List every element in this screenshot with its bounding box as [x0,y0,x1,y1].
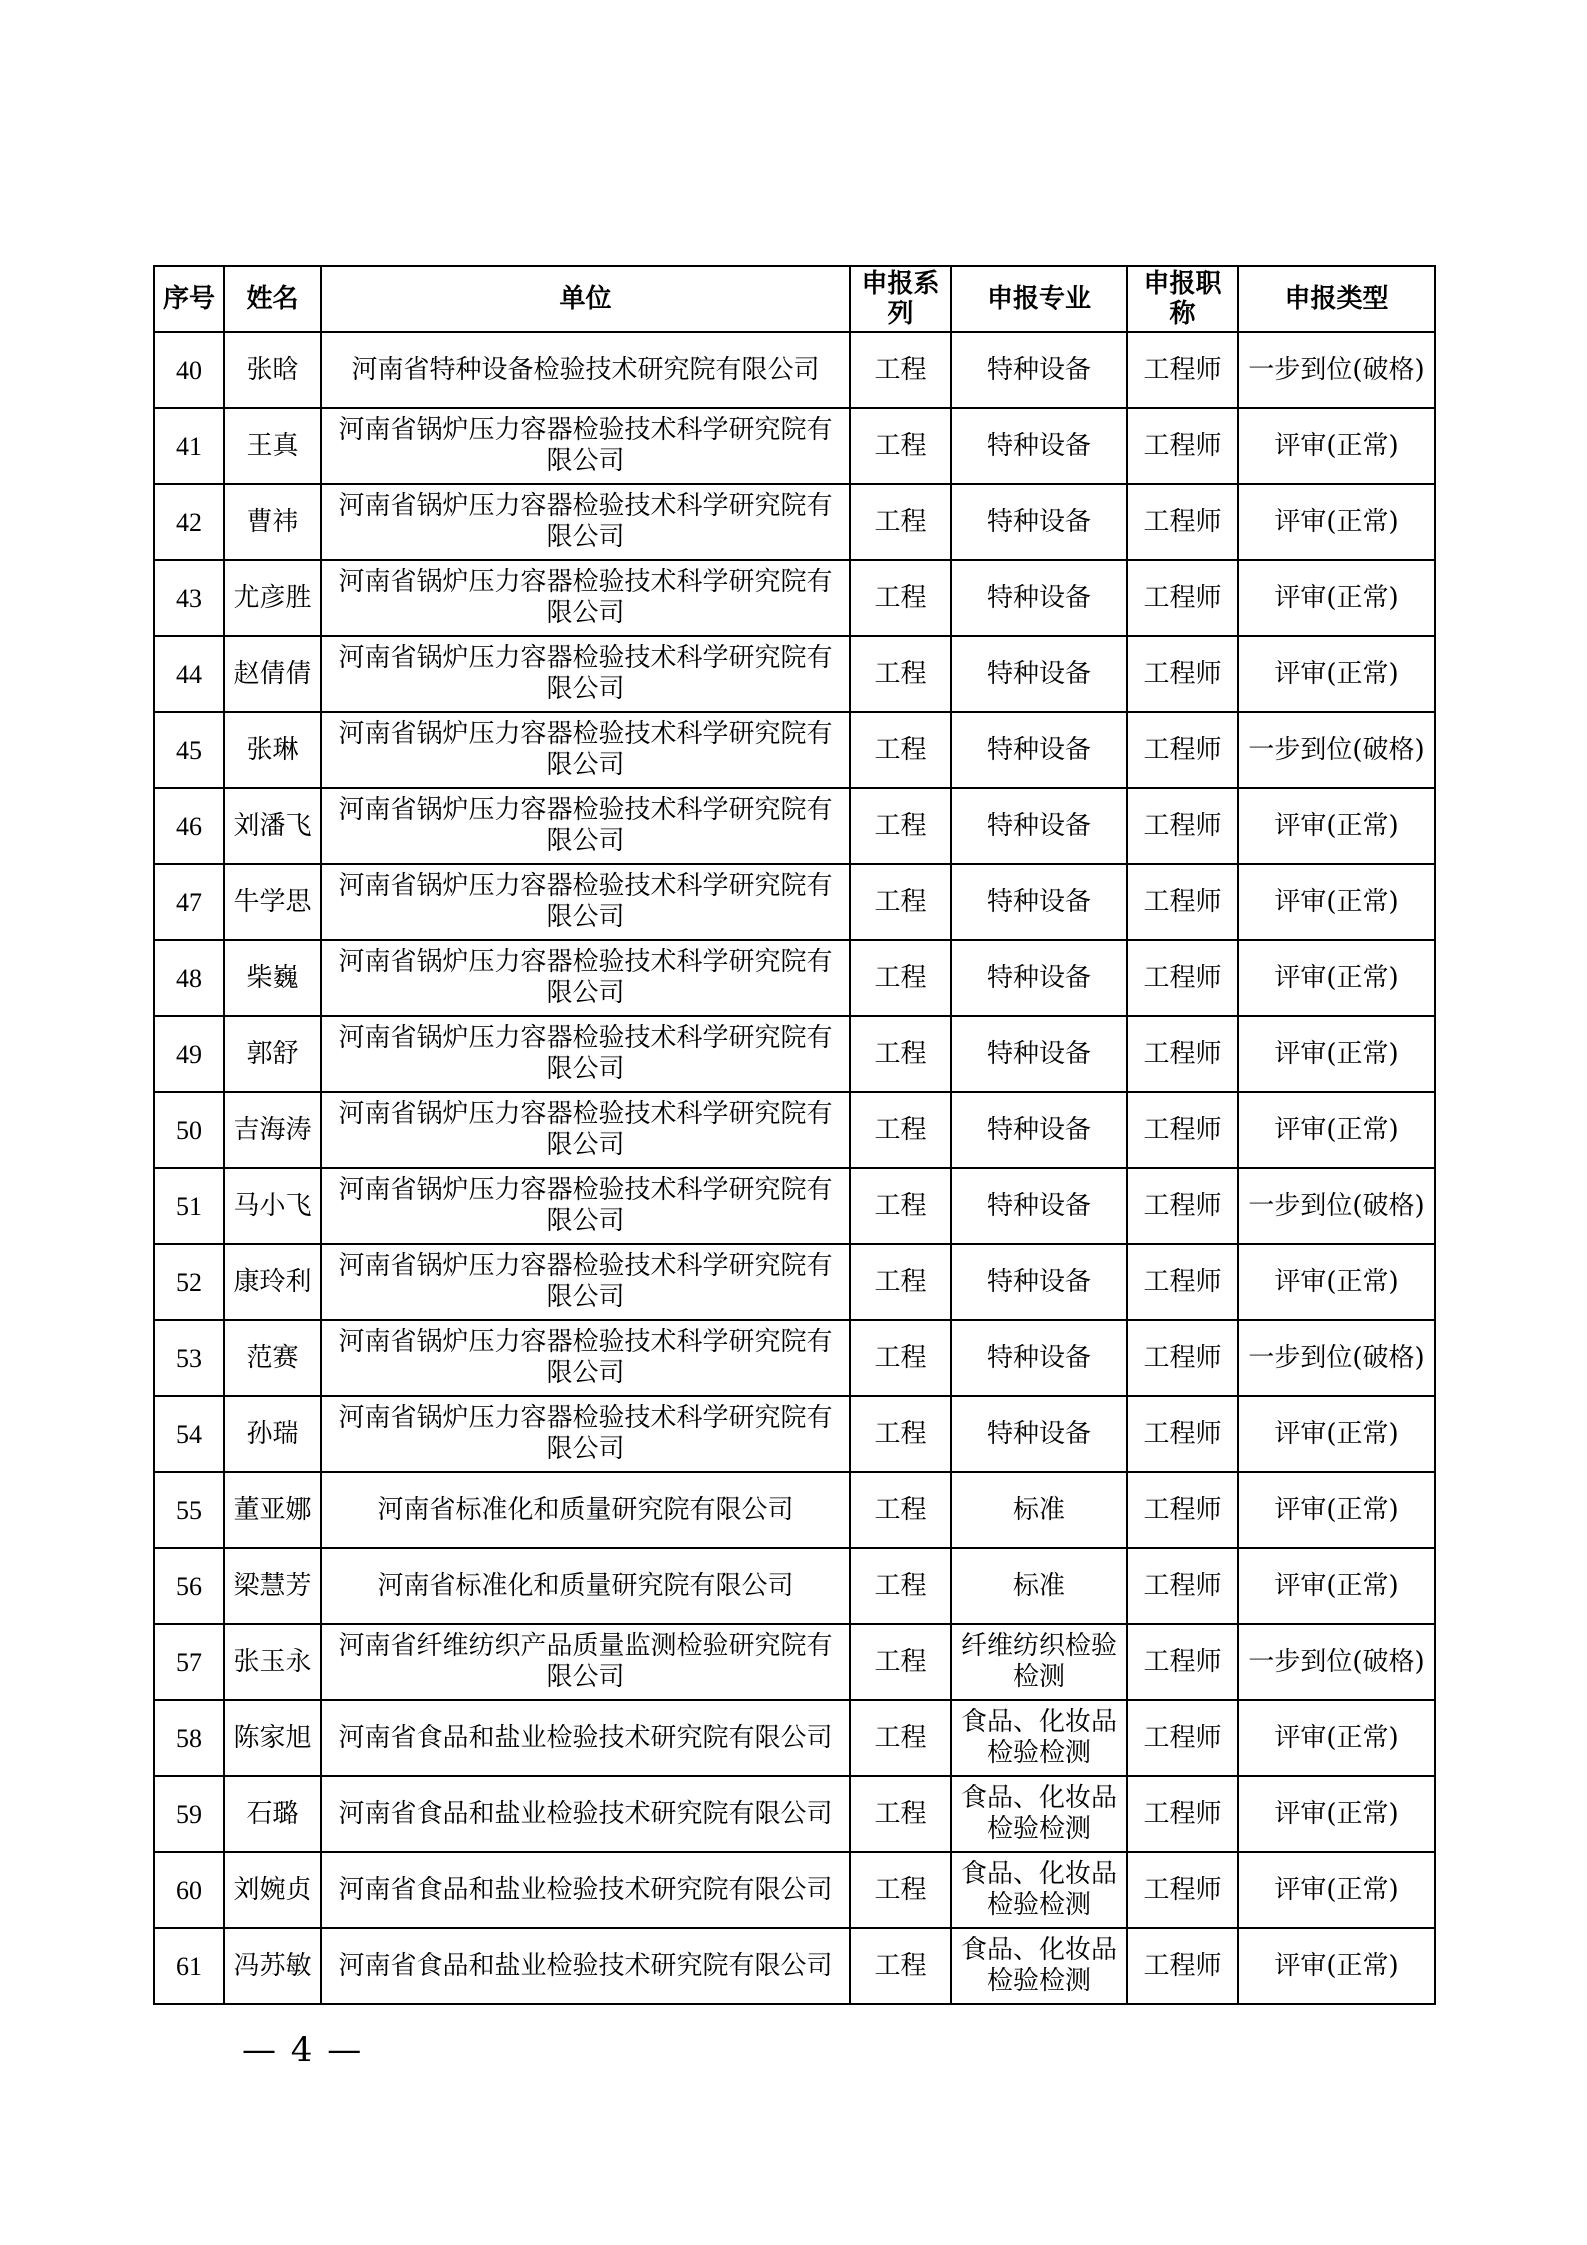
cell-seq: 57 [154,1624,224,1700]
cell-type: 评审(正常) [1238,636,1435,712]
applicant-table [153,265,1436,2005]
cell-title: 工程师 [1127,940,1238,1016]
cell-title: 工程师 [1127,332,1238,408]
cell-seq: 53 [154,1320,224,1396]
cell-name: 孙瑞 [224,1396,321,1472]
cell-name: 曹祎 [224,484,321,560]
cell-name: 张晗 [224,332,321,408]
cell-title: 工程师 [1127,712,1238,788]
table-row [154,712,1435,788]
header-series: 申报系列 [850,266,951,332]
cell-type: 一步到位(破格) [1238,1320,1435,1396]
table-row [154,1244,1435,1320]
cell-title: 工程师 [1127,1700,1238,1776]
cell-major: 食品、化妆品检验检测 [951,1776,1127,1852]
cell-title: 工程师 [1127,1548,1238,1624]
table-row [154,1016,1435,1092]
table-header-row [154,266,1435,332]
cell-type: 一步到位(破格) [1238,332,1435,408]
cell-title: 工程师 [1127,484,1238,560]
cell-unit: 河南省食品和盐业检验技术研究院有限公司 [321,1700,850,1776]
cell-series: 工程 [850,1776,951,1852]
cell-type: 一步到位(破格) [1238,1624,1435,1700]
cell-title: 工程师 [1127,864,1238,940]
cell-unit: 河南省标准化和质量研究院有限公司 [321,1472,850,1548]
cell-type: 评审(正常) [1238,1472,1435,1548]
cell-major: 特种设备 [951,1396,1127,1472]
cell-type: 评审(正常) [1238,1092,1435,1168]
table-row [154,1320,1435,1396]
header-name: 姓名 [224,266,321,332]
cell-major: 特种设备 [951,1168,1127,1244]
table-row [154,1700,1435,1776]
cell-type: 评审(正常) [1238,1776,1435,1852]
cell-unit: 河南省锅炉压力容器检验技术科学研究院有限公司 [321,1244,850,1320]
cell-major: 特种设备 [951,1320,1127,1396]
cell-seq: 55 [154,1472,224,1548]
cell-major: 标准 [951,1472,1127,1548]
cell-series: 工程 [850,636,951,712]
cell-name: 牛学思 [224,864,321,940]
cell-series: 工程 [850,1928,951,2004]
cell-series: 工程 [850,1396,951,1472]
cell-name: 刘婉贞 [224,1852,321,1928]
cell-series: 工程 [850,712,951,788]
cell-name: 冯苏敏 [224,1928,321,2004]
cell-major: 特种设备 [951,484,1127,560]
cell-seq: 51 [154,1168,224,1244]
cell-seq: 59 [154,1776,224,1852]
cell-name: 梁慧芳 [224,1548,321,1624]
cell-series: 工程 [850,1320,951,1396]
cell-name: 范赛 [224,1320,321,1396]
table-row [154,332,1435,408]
header-title: 申报职称 [1127,266,1238,332]
cell-seq: 56 [154,1548,224,1624]
table-row [154,1168,1435,1244]
cell-major: 特种设备 [951,408,1127,484]
header-type: 申报类型 [1238,266,1435,332]
cell-series: 工程 [850,1852,951,1928]
cell-type: 评审(正常) [1238,1396,1435,1472]
cell-series: 工程 [850,332,951,408]
cell-series: 工程 [850,1472,951,1548]
cell-seq: 44 [154,636,224,712]
table-row [154,940,1435,1016]
table-row [154,560,1435,636]
cell-series: 工程 [850,1548,951,1624]
cell-name: 石璐 [224,1776,321,1852]
cell-seq: 41 [154,408,224,484]
cell-major: 特种设备 [951,940,1127,1016]
cell-series: 工程 [850,560,951,636]
cell-major: 特种设备 [951,864,1127,940]
cell-seq: 43 [154,560,224,636]
cell-series: 工程 [850,1016,951,1092]
cell-major: 食品、化妆品检验检测 [951,1928,1127,2004]
cell-type: 评审(正常) [1238,788,1435,864]
cell-major: 特种设备 [951,1016,1127,1092]
cell-seq: 58 [154,1700,224,1776]
cell-seq: 52 [154,1244,224,1320]
table-row [154,1852,1435,1928]
cell-name: 尤彦胜 [224,560,321,636]
header-unit: 单位 [321,266,850,332]
cell-seq: 61 [154,1928,224,2004]
cell-unit: 河南省纤维纺织产品质量监测检验研究院有限公司 [321,1624,850,1700]
cell-major: 标准 [951,1548,1127,1624]
cell-unit: 河南省食品和盐业检验技术研究院有限公司 [321,1776,850,1852]
cell-title: 工程师 [1127,1244,1238,1320]
cell-name: 吉海涛 [224,1092,321,1168]
cell-unit: 河南省锅炉压力容器检验技术科学研究院有限公司 [321,1168,850,1244]
cell-unit: 河南省锅炉压力容器检验技术科学研究院有限公司 [321,1396,850,1472]
cell-series: 工程 [850,1168,951,1244]
table-row [154,1396,1435,1472]
cell-type: 一步到位(破格) [1238,1168,1435,1244]
cell-type: 评审(正常) [1238,484,1435,560]
cell-name: 张琳 [224,712,321,788]
cell-series: 工程 [850,864,951,940]
cell-unit: 河南省标准化和质量研究院有限公司 [321,1548,850,1624]
cell-name: 王真 [224,408,321,484]
table-row [154,636,1435,712]
cell-name: 董亚娜 [224,1472,321,1548]
table-row [154,1928,1435,2004]
cell-type: 评审(正常) [1238,560,1435,636]
cell-title: 工程师 [1127,1092,1238,1168]
cell-major: 食品、化妆品检验检测 [951,1852,1127,1928]
table-row [154,1624,1435,1700]
table-row [154,408,1435,484]
cell-title: 工程师 [1127,1852,1238,1928]
table-row [154,1472,1435,1548]
cell-seq: 48 [154,940,224,1016]
cell-major: 特种设备 [951,788,1127,864]
cell-major: 特种设备 [951,712,1127,788]
cell-major: 纤维纺织检验检测 [951,1624,1127,1700]
cell-title: 工程师 [1127,1928,1238,2004]
cell-title: 工程师 [1127,1168,1238,1244]
cell-title: 工程师 [1127,1396,1238,1472]
cell-title: 工程师 [1127,788,1238,864]
cell-major: 食品、化妆品检验检测 [951,1700,1127,1776]
cell-major: 特种设备 [951,1092,1127,1168]
cell-major: 特种设备 [951,560,1127,636]
cell-type: 评审(正常) [1238,940,1435,1016]
cell-name: 马小飞 [224,1168,321,1244]
cell-title: 工程师 [1127,1624,1238,1700]
cell-unit: 河南省锅炉压力容器检验技术科学研究院有限公司 [321,712,850,788]
cell-name: 陈家旭 [224,1700,321,1776]
cell-type: 评审(正常) [1238,408,1435,484]
cell-series: 工程 [850,1624,951,1700]
cell-seq: 50 [154,1092,224,1168]
cell-unit: 河南省锅炉压力容器检验技术科学研究院有限公司 [321,864,850,940]
cell-unit: 河南省锅炉压力容器检验技术科学研究院有限公司 [321,636,850,712]
cell-unit: 河南省锅炉压力容器检验技术科学研究院有限公司 [321,940,850,1016]
cell-name: 张玉永 [224,1624,321,1700]
table-row [154,1092,1435,1168]
table-row [154,484,1435,560]
header-major: 申报专业 [951,266,1127,332]
cell-unit: 河南省锅炉压力容器检验技术科学研究院有限公司 [321,1320,850,1396]
cell-title: 工程师 [1127,636,1238,712]
header-seq: 序号 [154,266,224,332]
cell-unit: 河南省锅炉压力容器检验技术科学研究院有限公司 [321,1092,850,1168]
cell-series: 工程 [850,1244,951,1320]
cell-series: 工程 [850,940,951,1016]
cell-type: 评审(正常) [1238,1700,1435,1776]
cell-series: 工程 [850,1092,951,1168]
cell-type: 评审(正常) [1238,864,1435,940]
cell-type: 评审(正常) [1238,1852,1435,1928]
cell-type: 一步到位(破格) [1238,712,1435,788]
cell-name: 柴巍 [224,940,321,1016]
cell-seq: 49 [154,1016,224,1092]
table-row [154,788,1435,864]
cell-seq: 42 [154,484,224,560]
cell-seq: 47 [154,864,224,940]
cell-unit: 河南省锅炉压力容器检验技术科学研究院有限公司 [321,408,850,484]
cell-title: 工程师 [1127,1776,1238,1852]
cell-seq: 60 [154,1852,224,1928]
cell-series: 工程 [850,484,951,560]
cell-seq: 40 [154,332,224,408]
cell-name: 刘潘飞 [224,788,321,864]
cell-type: 评审(正常) [1238,1016,1435,1092]
cell-title: 工程师 [1127,560,1238,636]
table-row [154,864,1435,940]
cell-series: 工程 [850,1700,951,1776]
cell-series: 工程 [850,408,951,484]
cell-seq: 54 [154,1396,224,1472]
cell-type: 评审(正常) [1238,1244,1435,1320]
cell-seq: 46 [154,788,224,864]
cell-unit: 河南省特种设备检验技术研究院有限公司 [321,332,850,408]
cell-unit: 河南省锅炉压力容器检验技术科学研究院有限公司 [321,560,850,636]
cell-type: 评审(正常) [1238,1548,1435,1624]
cell-title: 工程师 [1127,1016,1238,1092]
cell-series: 工程 [850,788,951,864]
table-row [154,1776,1435,1852]
cell-name: 郭舒 [224,1016,321,1092]
table-row [154,1548,1435,1624]
cell-major: 特种设备 [951,332,1127,408]
cell-unit: 河南省锅炉压力容器检验技术科学研究院有限公司 [321,1016,850,1092]
cell-unit: 河南省食品和盐业检验技术研究院有限公司 [321,1852,850,1928]
cell-title: 工程师 [1127,1472,1238,1548]
cell-title: 工程师 [1127,408,1238,484]
cell-name: 康玲利 [224,1244,321,1320]
cell-name: 赵倩倩 [224,636,321,712]
cell-type: 评审(正常) [1238,1928,1435,2004]
cell-unit: 河南省锅炉压力容器检验技术科学研究院有限公司 [321,788,850,864]
cell-title: 工程师 [1127,1320,1238,1396]
cell-major: 特种设备 [951,636,1127,712]
cell-seq: 45 [154,712,224,788]
cell-unit: 河南省锅炉压力容器检验技术科学研究院有限公司 [321,484,850,560]
cell-major: 特种设备 [951,1244,1127,1320]
page-number: — 4 — [242,2030,364,2070]
cell-unit: 河南省食品和盐业检验技术研究院有限公司 [321,1928,850,2004]
